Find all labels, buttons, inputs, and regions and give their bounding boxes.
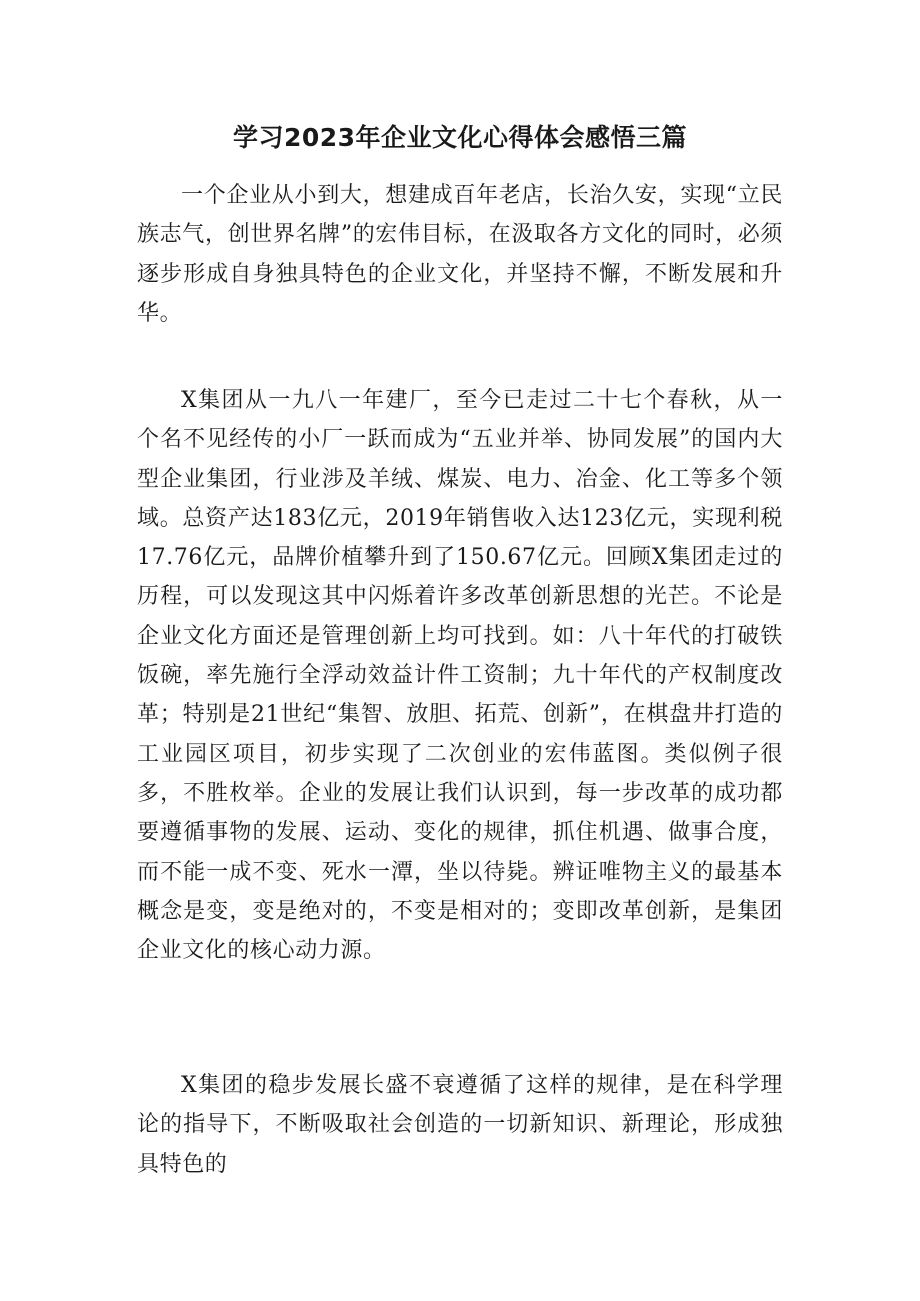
paragraph-development: X集团的稳步发展长盛不衰遵循了这样的规律，是在科学理论的指导下，不断吸取社会创造的一切新知识、新理论，形成独具特色的 (137, 1073, 783, 1177)
paragraph-history: X集团从一九八一年建厂，至今已走过二十七个春秋，从一个名不见经传的小厂一跃而成为“五业并举、协同发展”的国内大型企业集团，行业涉及羊绒、煤炭、电力、冶金、化工等多个领域。总资产达183亿元，2019年销售收入达123亿元，实现利税17.76亿元，品牌价植攀升到了150.67亿元。回顾X集团走过的历程，可以发现这其中闪烁着许多改革创新思想的光芒。不论是企业文化方面还是管理创新上均可找到。如：八十年代的打破铁饭碗，率先施行全浮动效益计件工资制；九十年代的产权制度改革；特别是21世纪“集智、放胆、拓荒、创新”，在棋盘井打造的工业园区项目，初步实现了二次创业的宏伟蓝图。类似例子很多，不胜枚举。企业的发展让我们认识到，每一步改革的成功都要遵循事物的发展、运动、变化的规律，抓住机遇、做事合度，而不能一成不变、死水一潭，坐以待毙。辨证唯物主义的最基本概念是变，变是绝对的，不变是相对的；变即改革创新，是集团企业文化的核心动力源。 (137, 388, 783, 964)
paragraph-intro: 一个企业从小到大，想建成百年老店，长治久安，实现“立民族志气，创世界名牌”的宏伟目标，在汲取各方文化的同时，必须逐步形成自身独具特色的企业文化，并坚持不懈，不断发展和升华。 (137, 183, 783, 326)
document-title: 学习2023年企业文化心得体会感悟三篇 (232, 123, 688, 152)
